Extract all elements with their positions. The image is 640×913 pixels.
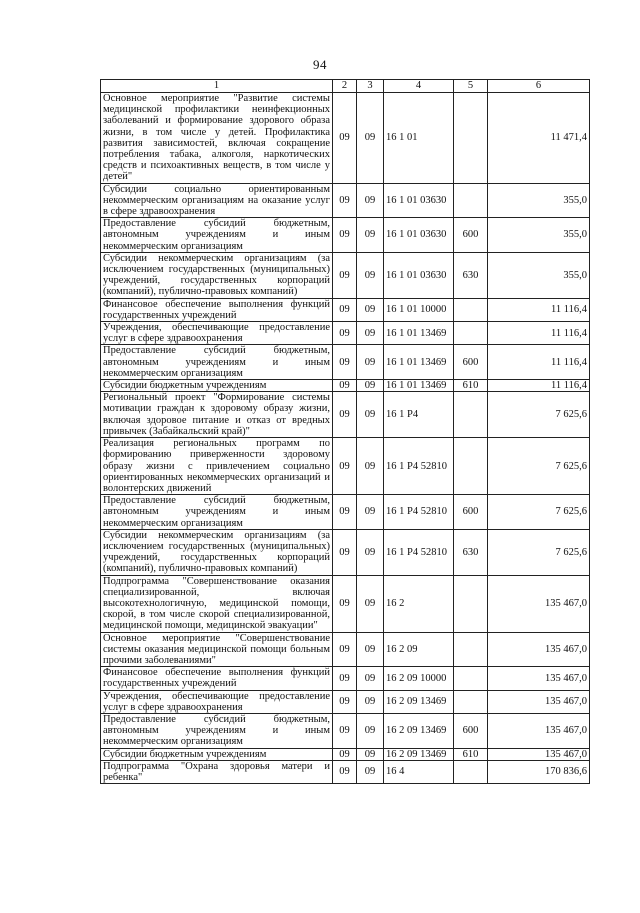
table-row <box>101 183 590 218</box>
expense-type-code: 600 <box>454 713 488 748</box>
expense-type-code <box>454 760 488 783</box>
amount: 170 836,6 <box>488 760 590 783</box>
expense-type-code <box>454 392 488 438</box>
target-article-code: 16 1 01 03630 <box>384 183 454 218</box>
expense-type-code: 600 <box>454 218 488 253</box>
amount: 11 116,4 <box>488 322 590 345</box>
section-code: 09 <box>333 495 357 530</box>
section-code: 09 <box>333 667 357 690</box>
subsection-code: 09 <box>357 632 384 667</box>
subsection-code: 09 <box>357 575 384 632</box>
target-article-code: 16 1 01 03630 <box>384 252 454 298</box>
expense-type-code <box>454 322 488 345</box>
target-article-code: 16 1 P4 52810 <box>384 495 454 530</box>
table-row <box>101 322 590 345</box>
expense-type-code <box>454 575 488 632</box>
item-name: Основное мероприятие "Совершенствование системы оказания медицинской помощи больным прочими заболеваниями" <box>101 632 333 667</box>
table-row <box>101 345 590 380</box>
expense-type-code: 630 <box>454 529 488 575</box>
amount: 135 467,0 <box>488 575 590 632</box>
section-code: 09 <box>333 322 357 345</box>
subsection-code: 09 <box>357 93 384 184</box>
amount: 7 625,6 <box>488 495 590 530</box>
subsection-code: 09 <box>357 345 384 380</box>
target-article-code: 16 2 09 13469 <box>384 713 454 748</box>
item-name: Предоставление субсидий бюджетным, автономным учреждениям и иным некоммерческим организациям <box>101 495 333 530</box>
table-row <box>101 392 590 438</box>
subsection-code: 09 <box>357 438 384 495</box>
item-name: Субсидии бюджетным учреждениям <box>101 748 333 760</box>
amount: 11 116,4 <box>488 380 590 392</box>
target-article-code: 16 1 P4 52810 <box>384 438 454 495</box>
section-code: 09 <box>333 93 357 184</box>
expense-type-code <box>454 690 488 713</box>
subsection-code: 09 <box>357 252 384 298</box>
section-code: 09 <box>333 760 357 783</box>
section-code: 09 <box>333 252 357 298</box>
section-code: 09 <box>333 690 357 713</box>
amount: 11 116,4 <box>488 298 590 321</box>
target-article-code: 16 1 01 13469 <box>384 380 454 392</box>
target-article-code: 16 1 P4 <box>384 392 454 438</box>
item-name: Субсидии социально ориентированным некоммерческим организациям на оказание услуг в сфере здравоохранения <box>101 183 333 218</box>
amount: 355,0 <box>488 218 590 253</box>
table-row <box>101 380 590 392</box>
section-code: 09 <box>333 575 357 632</box>
expense-type-code <box>454 632 488 667</box>
subsection-code: 09 <box>357 298 384 321</box>
amount: 7 625,6 <box>488 529 590 575</box>
amount: 11 471,4 <box>488 93 590 184</box>
expense-type-code <box>454 438 488 495</box>
expense-type-code: 610 <box>454 748 488 760</box>
target-article-code: 16 1 01 13469 <box>384 345 454 380</box>
amount: 135 467,0 <box>488 713 590 748</box>
section-code: 09 <box>333 218 357 253</box>
amount: 7 625,6 <box>488 438 590 495</box>
section-code: 09 <box>333 345 357 380</box>
table-row <box>101 495 590 530</box>
subsection-code: 09 <box>357 218 384 253</box>
header-col-4: 4 <box>384 80 454 93</box>
table-row <box>101 632 590 667</box>
amount: 135 467,0 <box>488 690 590 713</box>
target-article-code: 16 2 09 13469 <box>384 748 454 760</box>
table-row <box>101 252 590 298</box>
table-row <box>101 575 590 632</box>
subsection-code: 09 <box>357 495 384 530</box>
table-row <box>101 93 590 184</box>
section-code: 09 <box>333 632 357 667</box>
item-name: Подпрограмма "Охрана здоровья матери и ребенка" <box>101 760 333 783</box>
amount: 355,0 <box>488 252 590 298</box>
item-name: Предоставление субсидий бюджетным, автономным учреждениям и иным некоммерческим организациям <box>101 713 333 748</box>
amount: 355,0 <box>488 183 590 218</box>
section-code: 09 <box>333 529 357 575</box>
table-row <box>101 690 590 713</box>
expense-type-code <box>454 667 488 690</box>
table-row <box>101 760 590 783</box>
subsection-code: 09 <box>357 322 384 345</box>
target-article-code: 16 2 09 <box>384 632 454 667</box>
table-row <box>101 438 590 495</box>
target-article-code: 16 4 <box>384 760 454 783</box>
table-row <box>101 713 590 748</box>
target-article-code: 16 1 01 <box>384 93 454 184</box>
item-name: Субсидии некоммерческим организациям (за исключением государственных (муниципальных) учреждений, государственных корпораций (компаний), публично-правовых компаний) <box>101 529 333 575</box>
table-row <box>101 529 590 575</box>
item-name: Региональный проект "Формирование системы мотивации граждан к здоровому образу жизни, включая здоровое питание и отказ от вредных привычек (Забайкальский край)" <box>101 392 333 438</box>
amount: 135 467,0 <box>488 748 590 760</box>
table-header <box>101 80 590 93</box>
section-code: 09 <box>333 438 357 495</box>
header-col-6: 6 <box>488 80 590 93</box>
item-name: Учреждения, обеспечивающие предоставление услуг в сфере здравоохранения <box>101 690 333 713</box>
item-name: Учреждения, обеспечивающие предоставление услуг в сфере здравоохранения <box>101 322 333 345</box>
header-col-5: 5 <box>454 80 488 93</box>
item-name: Финансовое обеспечение выполнения функций государственных учреждений <box>101 298 333 321</box>
expense-type-code <box>454 93 488 184</box>
table-row <box>101 748 590 760</box>
item-name: Подпрограмма "Совершенствование оказания специализированной, включая высокотехнологичную, медицинской помощи, скорой, в том числе скорой специализированной, медицинской помощи, медицинской эвакуации" <box>101 575 333 632</box>
item-name: Реализация региональных программ по формированию приверженности здоровому образу жизни с привлечением социально ориентированных некоммерческих организаций и волонтерских движений <box>101 438 333 495</box>
subsection-code: 09 <box>357 667 384 690</box>
table-row <box>101 667 590 690</box>
section-code: 09 <box>333 380 357 392</box>
target-article-code: 16 1 01 03630 <box>384 218 454 253</box>
header-row <box>101 80 590 93</box>
target-article-code: 16 2 09 10000 <box>384 667 454 690</box>
section-code: 09 <box>333 298 357 321</box>
expense-type-code: 600 <box>454 495 488 530</box>
table-row <box>101 298 590 321</box>
expense-type-code: 630 <box>454 252 488 298</box>
subsection-code: 09 <box>357 392 384 438</box>
target-article-code: 16 2 09 13469 <box>384 690 454 713</box>
target-article-code: 16 1 01 13469 <box>384 322 454 345</box>
subsection-code: 09 <box>357 713 384 748</box>
item-name: Основное мероприятие "Развитие системы медицинской профилактики неинфекционных заболеваний и формирование здорового образа жизни, в том числе у детей. Профилактика развития зависимостей, включая сокращение потребления табака, алкоголя, наркотических средств и психоактивных веществ, в том числе у детей" <box>101 93 333 184</box>
subsection-code: 09 <box>357 380 384 392</box>
subsection-code: 09 <box>357 690 384 713</box>
expense-type-code: 610 <box>454 380 488 392</box>
section-code: 09 <box>333 713 357 748</box>
amount: 135 467,0 <box>488 667 590 690</box>
header-col-1: 1 <box>101 80 333 93</box>
amount: 11 116,4 <box>488 345 590 380</box>
section-code: 09 <box>333 392 357 438</box>
item-name: Финансовое обеспечение выполнения функций государственных учреждений <box>101 667 333 690</box>
header-col-3: 3 <box>357 80 384 93</box>
table-row <box>101 218 590 253</box>
header-col-2: 2 <box>333 80 357 93</box>
table-body <box>101 93 590 784</box>
page-number: 94 <box>313 57 327 72</box>
item-name: Предоставление субсидий бюджетным, автономным учреждениям и иным некоммерческим организациям <box>101 345 333 380</box>
target-article-code: 16 1 01 10000 <box>384 298 454 321</box>
expense-type-code: 600 <box>454 345 488 380</box>
section-code: 09 <box>333 183 357 218</box>
amount: 135 467,0 <box>488 632 590 667</box>
subsection-code: 09 <box>357 529 384 575</box>
item-name: Субсидии некоммерческим организациям (за исключением государственных (муниципальных) учреждений, государственных корпораций (компаний), публично-правовых компаний) <box>101 252 333 298</box>
target-article-code: 16 1 P4 52810 <box>384 529 454 575</box>
subsection-code: 09 <box>357 748 384 760</box>
amount: 7 625,6 <box>488 392 590 438</box>
item-name: Субсидии бюджетным учреждениям <box>101 380 333 392</box>
budget-table <box>100 79 590 784</box>
expense-type-code <box>454 298 488 321</box>
section-code: 09 <box>333 748 357 760</box>
expense-type-code <box>454 183 488 218</box>
subsection-code: 09 <box>357 760 384 783</box>
subsection-code: 09 <box>357 183 384 218</box>
target-article-code: 16 2 <box>384 575 454 632</box>
item-name: Предоставление субсидий бюджетным, автономным учреждениям и иным некоммерческим организациям <box>101 218 333 253</box>
